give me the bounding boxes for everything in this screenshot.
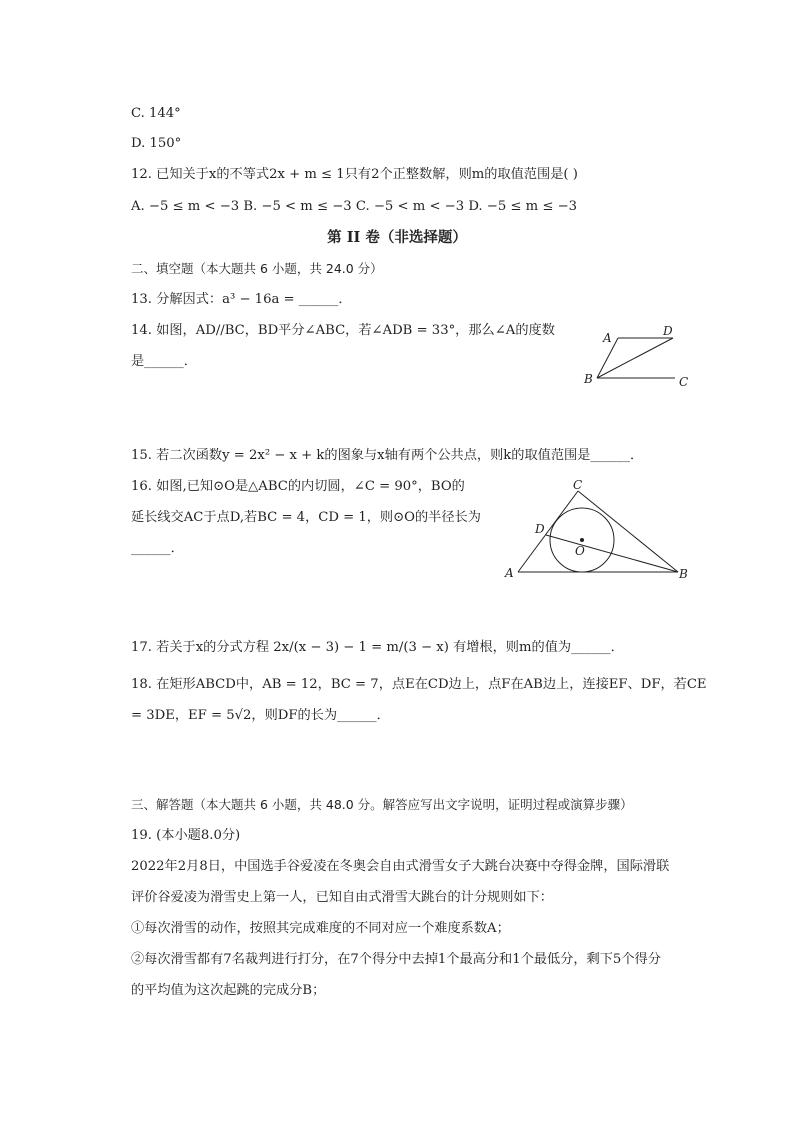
question-14-line-2: 是______． bbox=[131, 354, 197, 369]
label-b: B bbox=[584, 372, 593, 386]
question-16-line-1: 16. 如图,已知⊙O是△ABC的内切圆，∠C = 90°，BO的 bbox=[131, 479, 465, 494]
option-d: D. 150° bbox=[131, 136, 182, 151]
question-18-line-2: = 3DE，EF = 5√2，则DF的长为______． bbox=[131, 708, 390, 723]
question-15: 15. 若二次函数y = 2x² − x + k的图象与x轴有两个公共点，则k的取值范围是______． bbox=[131, 448, 644, 463]
label-d: D bbox=[535, 522, 545, 536]
question-14-line-1: 14. 如图，AD//BC，BD平分∠ABC，若∠ADB = 33°，那么∠A的度数 bbox=[131, 323, 555, 338]
segment-cb bbox=[578, 491, 678, 572]
label-c: C bbox=[573, 478, 583, 492]
question-19-rule-2: ②每次滑雪都有7名裁判进行打分，在7个得分中去掉1个最高分和1个最低分，剩下5个得分 bbox=[131, 952, 661, 967]
segment-ac bbox=[518, 491, 578, 572]
label-b: B bbox=[679, 567, 688, 581]
question-16-line-3: ______． bbox=[131, 541, 184, 556]
figure-14 bbox=[575, 318, 705, 393]
section-fill-in-header: 二、填空题（本大题共 6 小题，共 24.0 分） bbox=[131, 261, 383, 276]
section-title: 第 II 卷（非选择题） bbox=[327, 229, 467, 246]
question-19-line-2: 评价谷爱凌为滑雪史上第一人，已知自由式滑雪大跳台的计分规则如下： bbox=[131, 890, 553, 905]
figure-16 bbox=[498, 478, 698, 588]
question-19-line-1: 2022年2月8日，中国选手谷爱凌在冬奥会自由式滑雪女子大跳台决赛中夺得金牌，国际滑联 bbox=[131, 859, 670, 874]
label-a: A bbox=[603, 331, 612, 345]
question-18-line-1: 18. 在矩形ABCD中，AB = 12，BC = 7，点E在CD边上，点F在AB边上，连接EF、DF，若CE bbox=[131, 677, 707, 692]
section-solve-header: 三、解答题（本大题共 6 小题，共 48.0 分。解答应写出文字说明，证明过程或演算步骤） bbox=[131, 797, 633, 812]
label-d: D bbox=[663, 324, 673, 338]
question-19-rule-2-cont: 的平均值为这次起跳的完成分B； bbox=[131, 983, 326, 998]
label-o: O bbox=[575, 544, 585, 558]
question-12-options: A. −5 ≤ m < −3 B. −5 < m ≤ −3 C. −5 < m < −3 D. −5 ≤ m ≤ −3 bbox=[131, 199, 578, 214]
segment-bd bbox=[546, 535, 678, 572]
center-point bbox=[580, 538, 584, 542]
question-19-title: 19. (本小题8.0分) bbox=[131, 828, 241, 843]
question-17: 17. 若关于x的分式方程 2x/(x − 3) − 1 = m/(3 − x) 有增根，则m的值为______． bbox=[131, 640, 624, 655]
question-13: 13. 分解因式：a³ − 16a = ______． bbox=[131, 292, 352, 307]
question-19-rule-1: ①每次滑雪的动作，按照其完成难度的不同对应一个难度系数A； bbox=[131, 921, 510, 936]
question-12: 12. 已知关于x的不等式2x + m ≤ 1只有2个正整数解，则m的取值范围是( ) bbox=[131, 167, 578, 182]
option-c: C. 144° bbox=[131, 106, 181, 121]
label-c: C bbox=[679, 375, 689, 389]
question-16-line-2: 延长线交AC于点D,若BC = 4，CD = 1，则⊙O的半径长为 bbox=[131, 510, 481, 525]
label-a: A bbox=[505, 566, 514, 580]
